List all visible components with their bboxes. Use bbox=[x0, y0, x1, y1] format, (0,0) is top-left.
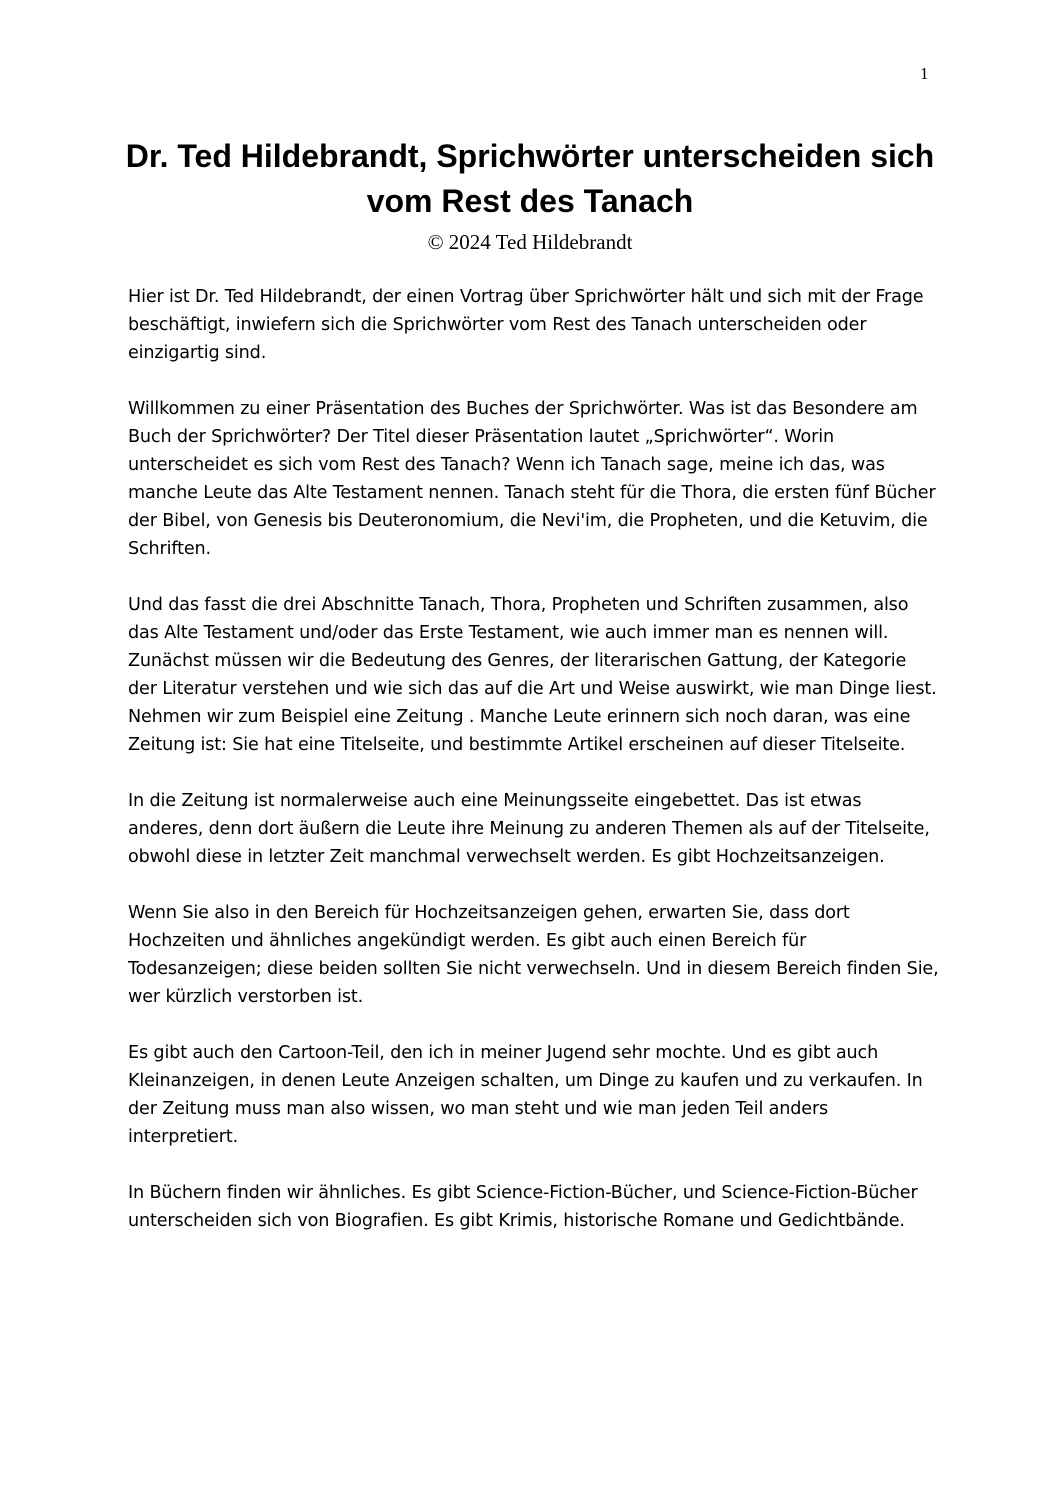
paragraph-3: Und das fasst die drei Abschnitte Tanach, Thora, Propheten und Schriften zusammen, also das Alte Testament und/oder das Erste Testament, wie auch immer man es nennen will. Zunächst müssen wir die Bedeutung des Genres, der literarischen Gattung, der Kategorie der Literatur verstehen und wie sich das auf die Art und Weise auswirkt, wie man Dinge liest. Nehmen wir zum Beispiel eine Zeitung . Manche Leute erinnern sich noch daran, was eine Zeitung ist: Sie hat eine Titelseite, und bestimmte Artikel erscheinen auf dieser Titelseite. bbox=[128, 595, 937, 755]
body-text bbox=[128, 283, 940, 1263]
document-title: Dr. Ted Hildebrandt, Sprichwörter unterscheiden sich vom Rest des Tanach bbox=[125, 138, 935, 219]
paragraph-1: Hier ist Dr. Ted Hildebrandt, der einen Vortrag über Sprichwörter hält und sich mit der Frage beschäftigt, inwiefern sich die Sprichwörter vom Rest des Tanach unterscheiden oder einzigartig sind. bbox=[128, 287, 924, 363]
paragraph-2: Willkommen zu einer Präsentation des Buches der Sprichwörter. Was ist das Besondere am Buch der Sprichwörter? Der Titel dieser Präsentation lautet „Sprichwörter“. Worin unterscheidet es sich vom Rest des Tanach? Wenn ich Tanach sage, meine ich das, was manche Leute das Alte Testament nennen. Tanach steht für die Thora, die ersten fünf Bücher der Bibel, von Genesis bis Deuteronomium, die Nevi'im, die Propheten, und die Ketuvim, die Schriften. bbox=[128, 399, 936, 559]
paragraph-7: In Büchern finden wir ähnliches. Es gibt Science-Fiction-Bücher, und Science-Fiction-Bücher unterscheiden sich von Biografien. Es gibt Krimis, historische Romane und Gedichtbände. bbox=[128, 1183, 918, 1231]
page-number: 1 bbox=[920, 64, 929, 83]
paragraph-6: Es gibt auch den Cartoon-Teil, den ich in meiner Jugend sehr mochte. Und es gibt auch Kleinanzeigen, in denen Leute Anzeigen schalten, um Dinge zu kaufen und zu verkaufen. In der Zeitung muss man also wissen, wo man steht und wie man jeden Teil anders interpretiert. bbox=[128, 1043, 923, 1147]
paragraph-4: In die Zeitung ist normalerweise auch eine Meinungsseite eingebettet. Das ist etwas anderes, denn dort äußern die Leute ihre Meinung zu anderen Themen als auf der Titelseite, obwohl diese in letzter Zeit manchmal verwechselt werden. Es gibt Hochzeitsanzeigen. bbox=[128, 791, 930, 867]
copyright-line: © 2024 Ted Hildebrandt bbox=[427, 230, 633, 254]
paragraph-5: Wenn Sie also in den Bereich für Hochzeitsanzeigen gehen, erwarten Sie, dass dort Hochzeiten und ähnliches angekündigt werden. Es gibt auch einen Bereich für Todesanzeigen; diese beiden sollten Sie nicht verwechseln. Und in diesem Bereich finden Sie, wer kürzlich verstorben ist. bbox=[128, 903, 939, 1007]
